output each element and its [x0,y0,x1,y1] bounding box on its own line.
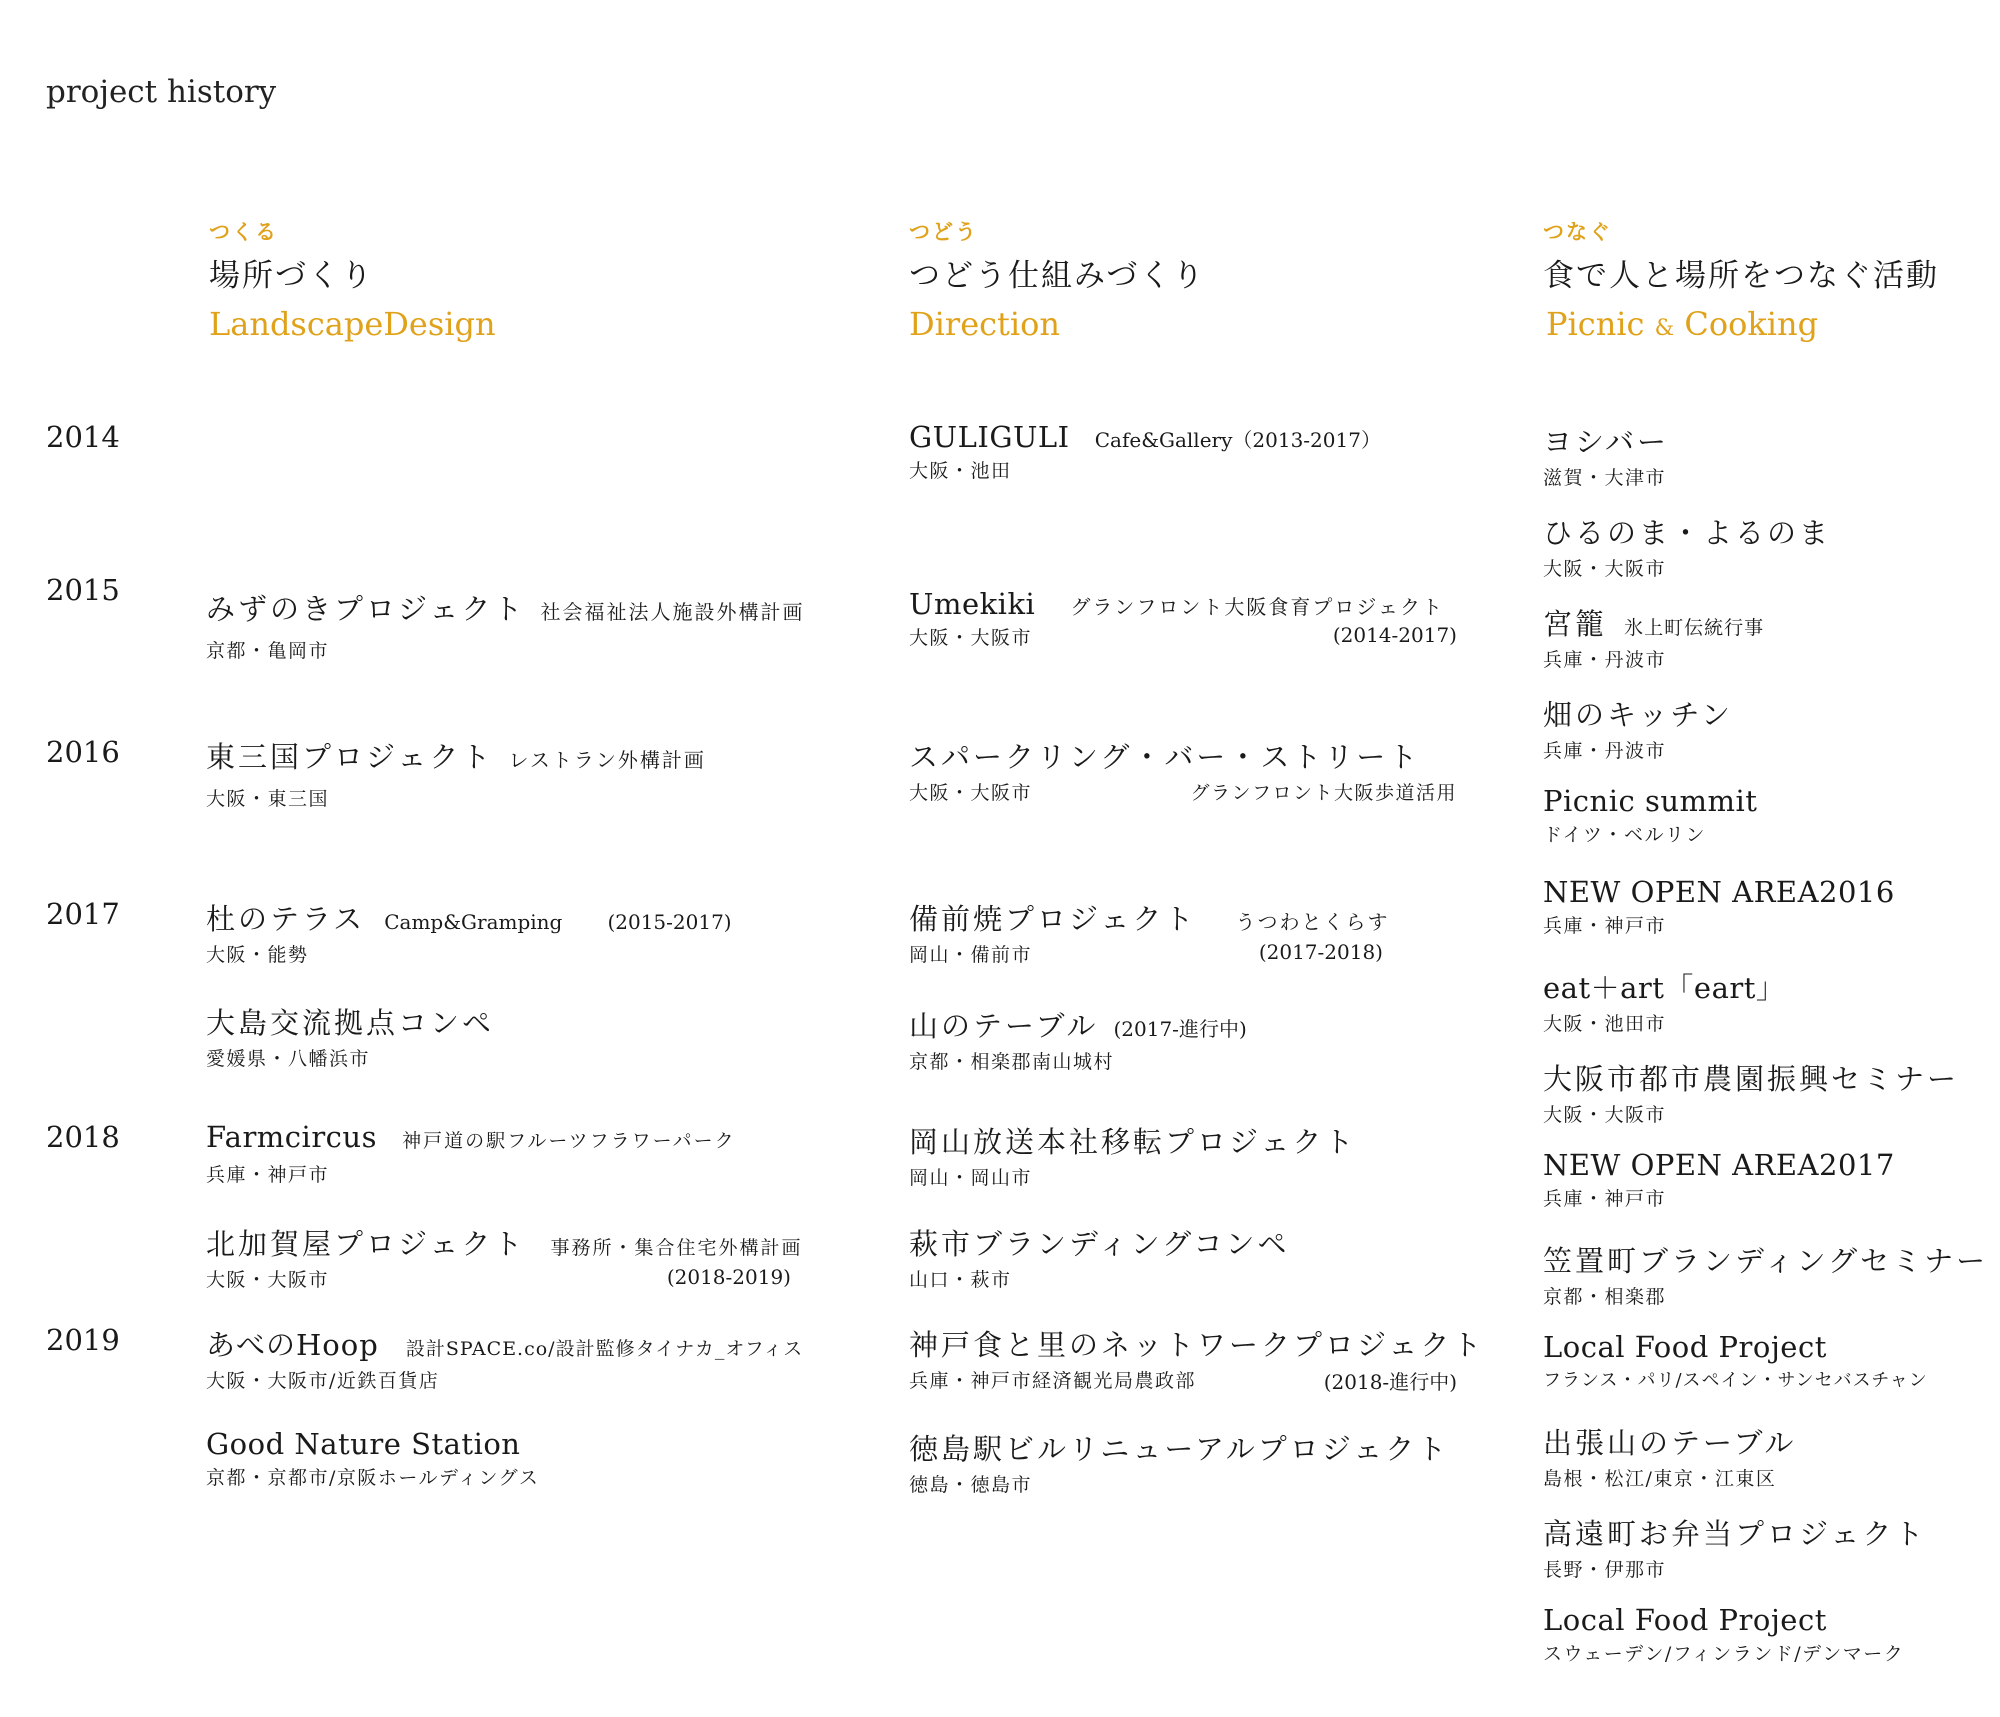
picnic-entry [1543,693,1733,763]
entry-location-row [206,1265,791,1292]
landscape-kana: つくる [209,219,278,244]
entry-location: 大阪・大阪市 [1543,1104,1667,1126]
entry-title: Local Food Project [1543,1330,1827,1364]
entry-title: NEW OPEN AREA2016 [1543,875,1895,909]
direction-entry [909,1323,1485,1395]
entry-period: (2015-2017) [607,910,732,934]
entry-location: 山口・萩市 [909,1269,1012,1291]
page-title: project history [46,74,277,110]
entry-location: 京都・亀岡市 [206,640,330,662]
entry-location: 京都・相楽郡 [1543,1286,1667,1308]
landscape-heading: 場所づくり [209,258,374,294]
entry-location: 兵庫・神戸市経済観光局農政部 [909,1370,1197,1392]
direction-entry [909,587,1457,650]
entry-note: 事務所・集合住宅外構計画 [550,1237,803,1259]
entry-location: 岡山・備前市 [909,944,1033,966]
entry-title: 備前焼プロジェクト [909,902,1197,936]
entry-title: eat＋art「eart」 [1543,971,1786,1005]
entry-location: 大阪・大阪市 [909,627,1033,649]
entry-location: 兵庫・神戸市 [1543,915,1667,937]
landscape-entry [206,1323,803,1393]
entry-location: 兵庫・神戸市 [1543,1188,1667,1210]
entry-title: Picnic summit [1543,784,1758,818]
landscape-english: LandscapeDesign [209,305,496,343]
year-2014: 2014 [46,420,120,454]
year-2015: 2015 [46,573,120,607]
direction-entry [909,1120,1356,1190]
entry-note: 設計SPACE.co/設計監修タイナカ_オフィス [405,1338,804,1360]
direction-entry [909,1222,1290,1292]
entry-location-row [909,778,1457,805]
entry-title: Umekiki [909,587,1036,621]
entry-location: フランス・パリ/スペイン・サンセバスチャン [1543,1370,1928,1391]
landscape-entry [206,1222,803,1292]
entry-title: みずのきプロジェクト [206,592,526,626]
entry-location: 大阪・大阪市 [206,1269,330,1291]
entry-title: 大阪市都市農園振興セミナー [1543,1062,1960,1096]
entry-note: うつわとくらす [1235,910,1390,934]
entry-location: 岡山・岡山市 [909,1167,1033,1189]
entry-location-row [909,940,1383,967]
entry-location: 大阪・大阪市 [909,782,1033,804]
entry-location: 長野・伊那市 [1543,1559,1667,1581]
landscape-entry [206,735,706,811]
entry-period: (2018-進行中) [1323,1370,1457,1394]
entry-title: 杜のテラス [206,902,366,936]
entry-location: 大阪・池田市 [1543,1013,1667,1035]
picnic-entry [1543,1330,1928,1392]
entry-location: 大阪・大阪市 [1543,558,1667,580]
entry-note: 氷上町伝統行事 [1624,617,1765,639]
entry-location: ドイツ・ベルリン [1543,824,1707,846]
direction-entry [909,1004,1247,1074]
direction-entry [909,1427,1449,1497]
entry-note: 社会福祉法人施設外構計画 [540,600,805,624]
entry-title: NEW OPEN AREA2017 [1543,1148,1895,1182]
entry-location: 大阪・大阪市/近鉄百貨店 [206,1370,440,1392]
picnic-kana: つなぐ [1543,219,1612,244]
entry-note: レストラン外構計画 [508,748,706,772]
picnic-english [1546,305,1818,343]
picnic-entry [1543,1239,1988,1309]
landscape-entry [206,1427,539,1490]
landscape-entry [206,897,732,967]
picnic-english-amp: & [1654,316,1675,341]
entry-location-row [909,1366,1457,1393]
landscape-entry [206,1120,736,1187]
picnic-english-a: Picnic [1546,305,1645,343]
direction-kana: つどう [909,219,978,244]
entry-title: 出張山のテーブル [1543,1426,1797,1460]
entry-location: スウェーデン/フィンランド/デンマーク [1543,1643,1905,1665]
picnic-entry [1543,966,1785,1036]
year-2019: 2019 [46,1323,120,1357]
entry-title: あべのHoop [206,1328,379,1362]
entry-location: 徳島・徳島市 [909,1474,1033,1496]
entry-location: 愛媛県・八幡浜市 [206,1048,371,1070]
picnic-entry [1543,1057,1959,1127]
entry-title: 大島交流拠点コンペ [206,1006,495,1040]
picnic-entry [1543,1512,1926,1582]
entry-location: 京都・京都市/京阪ホールディングス [206,1467,540,1489]
entry-title: 東三国プロジェクト [206,740,494,774]
picnic-entry [1543,420,1669,490]
entry-location: 大阪・能勢 [206,944,309,966]
entry-note: (2017-進行中) [1113,1017,1247,1041]
entry-note: 神戸道の駅フルーツフラワーパーク [402,1130,736,1152]
entry-title: 高遠町お弁当プロジェクト [1543,1517,1927,1551]
entry-title: 徳島駅ビルリニューアルプロジェクト [909,1432,1450,1466]
entry-location: 大阪・池田 [909,460,1012,482]
entry-title: 岡山放送本社移転プロジェクト [909,1125,1357,1159]
picnic-entry [1543,1421,1796,1491]
direction-entry [909,735,1457,805]
direction-heading: つどう仕組みづくり [909,258,1206,294]
entry-location: 滋賀・大津市 [1543,467,1667,489]
year-2016: 2016 [46,735,120,769]
entry-period: (2017-2018) [1258,940,1383,964]
entry-title: Local Food Project [1543,1603,1827,1637]
direction-english: Direction [909,305,1061,343]
direction-entry [909,897,1390,967]
landscape-entry [206,1001,494,1071]
picnic-entry [1543,511,1831,581]
landscape-entry [206,587,805,663]
picnic-entry [1543,1603,1904,1666]
entry-location: 島根・松江/東京・江東区 [1543,1468,1777,1490]
entry-period: (2018-2019) [666,1265,791,1289]
picnic-english-b: Cooking [1684,305,1819,343]
entry-title: 畑のキッチン [1543,698,1733,732]
entry-title: ヨシバー [1543,425,1669,459]
entry-title: 宮籠 [1543,607,1608,641]
entry-location: 京都・相楽郡南山城村 [909,1051,1115,1073]
picnic-entry [1543,784,1757,847]
picnic-entry [1543,875,1895,938]
entry-title: 笠置町ブランディングセミナー [1543,1244,1989,1278]
entry-location: 大阪・東三国 [206,788,330,810]
entry-location-row [909,623,1457,650]
entry-note: グランフロント大阪食育プロジェクト [1070,595,1444,619]
entry-location: 兵庫・神戸市 [206,1164,330,1186]
entry-note: グランフロント大阪歩道活用 [1190,782,1457,804]
picnic-entry [1543,602,1764,672]
picnic-entry [1543,1148,1895,1211]
entry-title: スパークリング・バー・ストリート [909,740,1421,774]
direction-entry [909,420,1381,483]
entry-note: Camp&Gramping [384,910,563,934]
year-2018: 2018 [46,1120,120,1154]
year-2017: 2017 [46,897,120,931]
entry-title: 神戸食と里のネットワークプロジェクト [909,1328,1485,1362]
entry-location: 兵庫・丹波市 [1543,740,1667,762]
picnic-heading: 食で人と場所をつなぐ活動 [1543,258,1939,294]
entry-location: 兵庫・丹波市 [1543,649,1667,671]
entry-title: Good Nature Station [206,1427,521,1461]
entry-title: 北加賀屋プロジェクト [206,1227,526,1261]
entry-title: GULIGULI [909,420,1070,454]
entry-title: 萩市ブランディングコンペ [909,1227,1290,1261]
entry-title: Farmcircus [206,1120,377,1154]
entry-title: ひるのま・よるのま [1543,516,1832,550]
entry-note: Cafe&Gallery（2013-2017） [1094,428,1381,452]
entry-period: (2014-2017) [1332,623,1457,647]
entry-title: 山のテーブル [909,1009,1099,1043]
